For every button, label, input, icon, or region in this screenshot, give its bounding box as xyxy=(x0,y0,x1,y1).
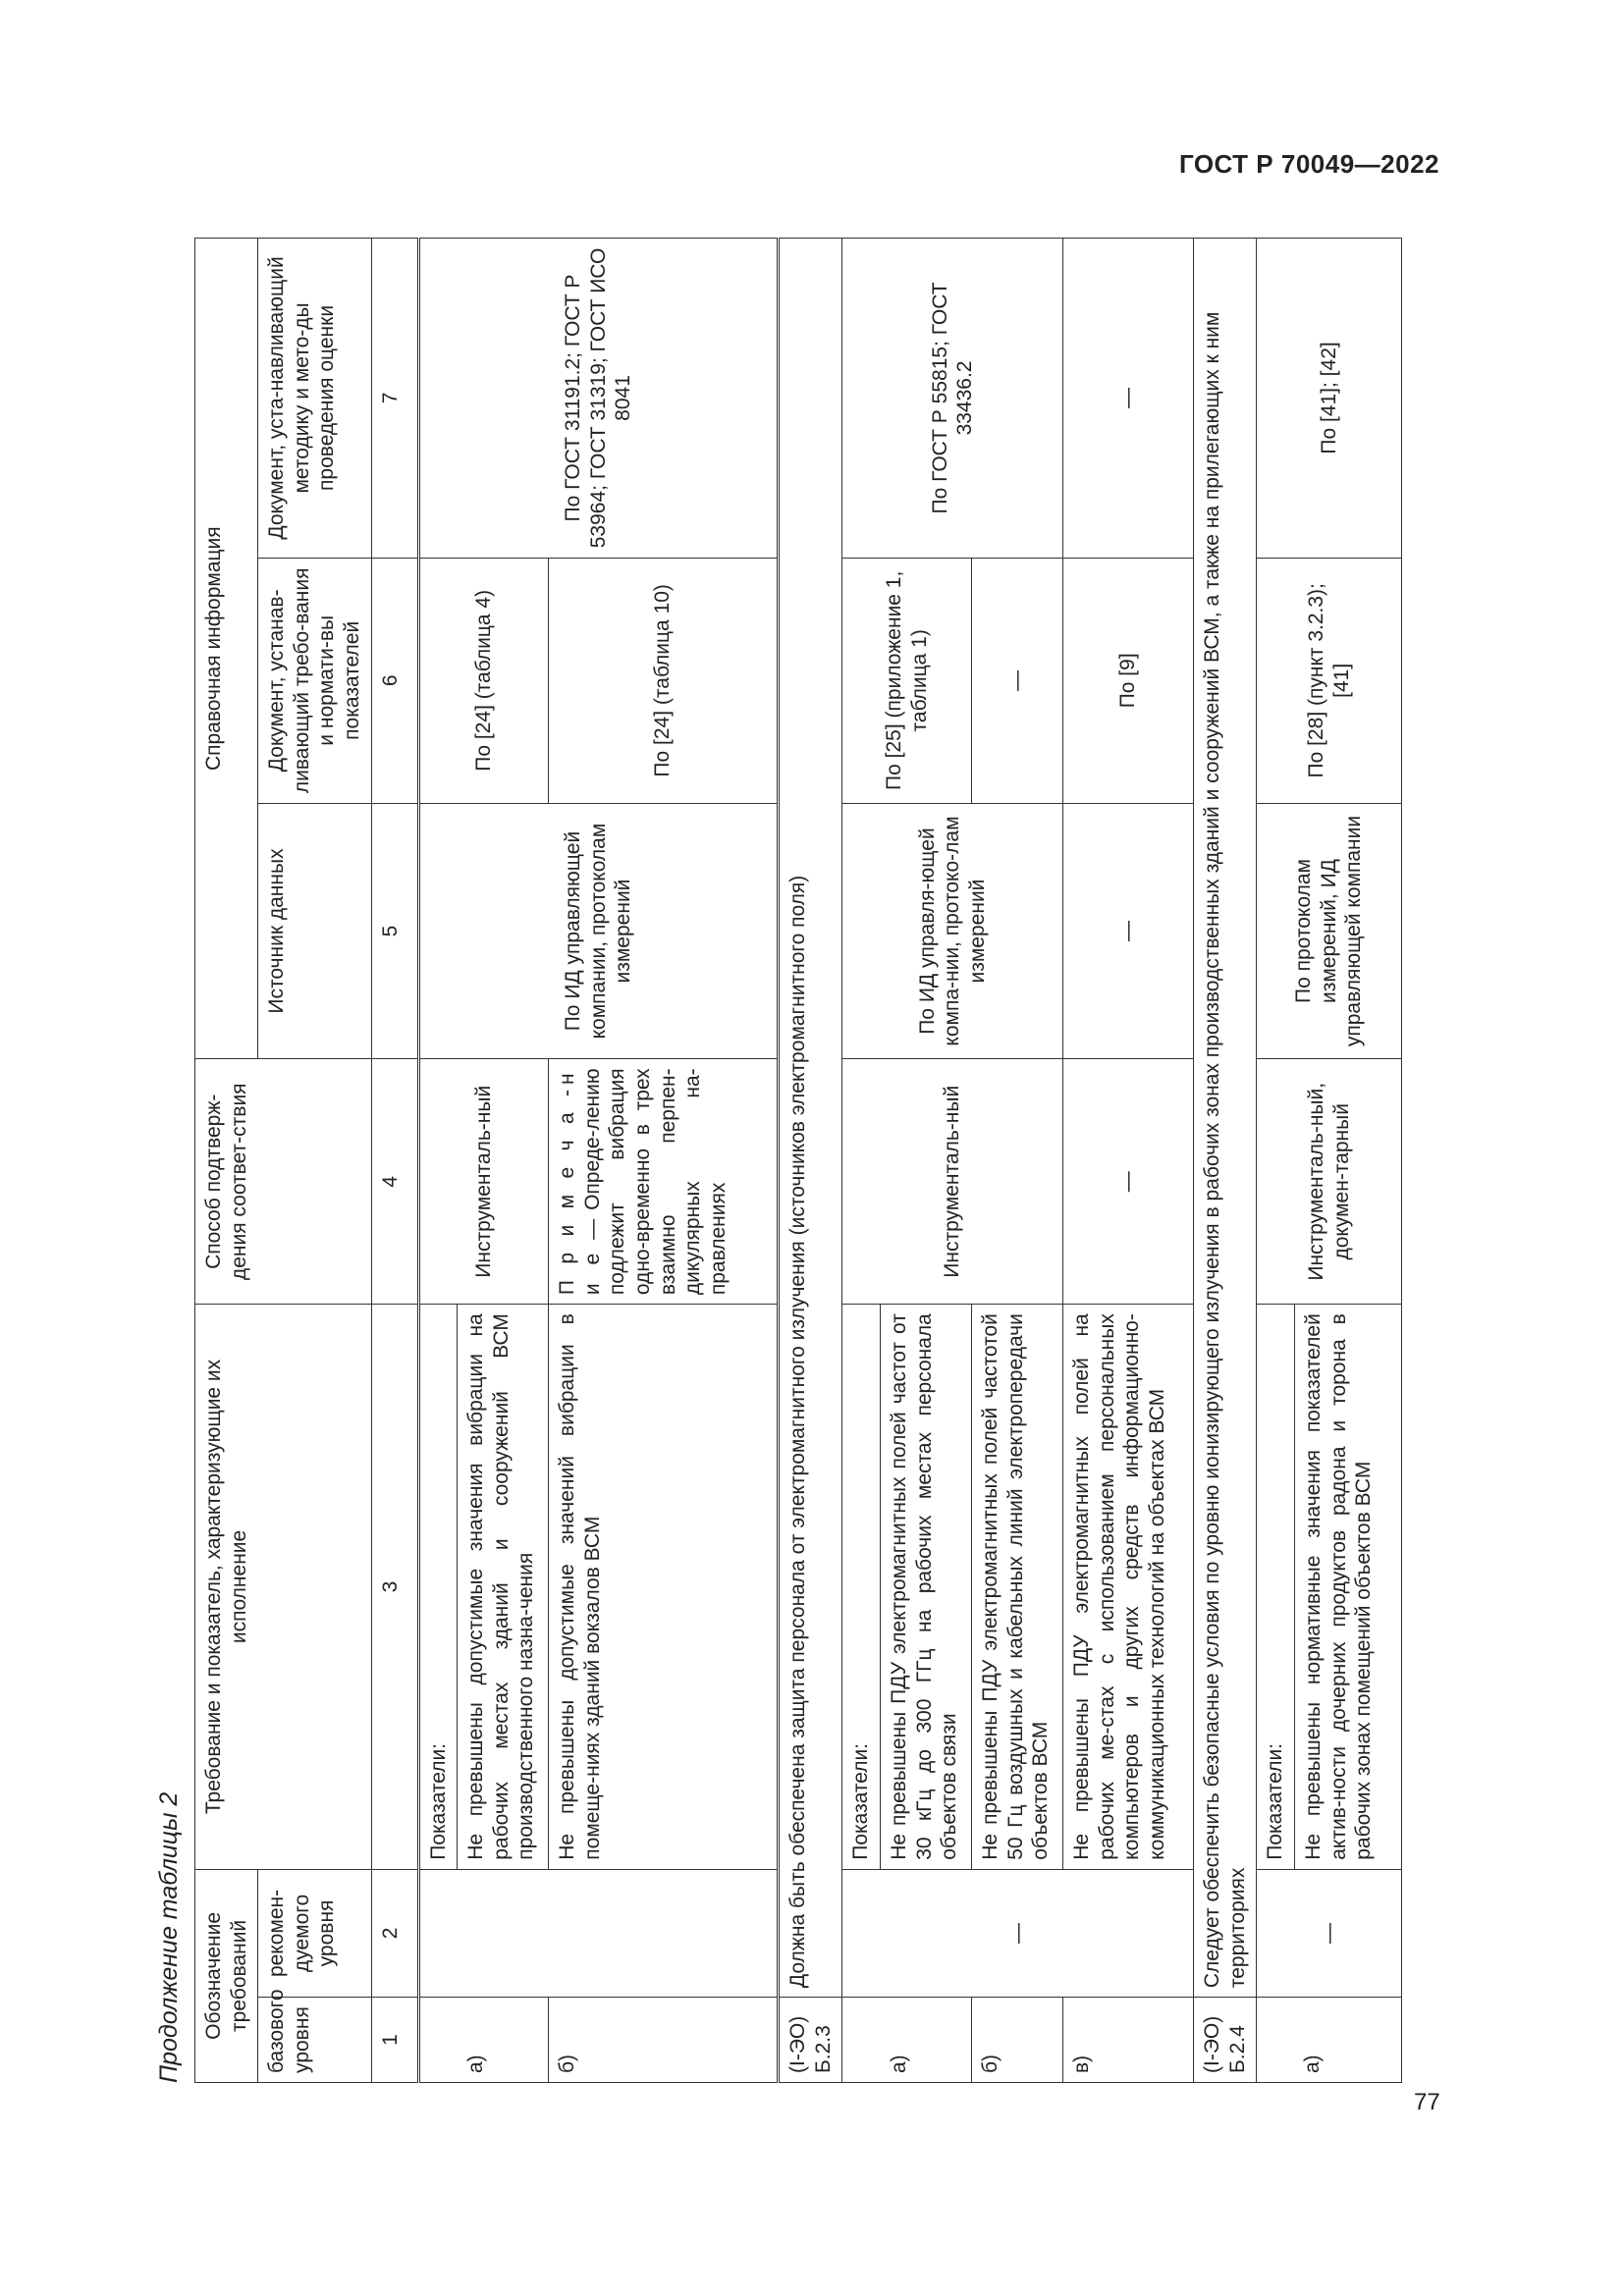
norm-doc-cell: По [25] (приложение 1, таблица 1) xyxy=(842,558,972,803)
column-number: 3 xyxy=(371,1305,418,1870)
source-header: Источник данных xyxy=(258,803,371,1059)
method-cell: Инструменталь-ный xyxy=(418,1059,549,1305)
requirement-text: Не превышены допустимые значений вибрации в помеще-ниях зданий вокзалов ВСМ xyxy=(549,1305,779,1870)
dash-cell: — xyxy=(842,1869,1194,1997)
row-label: а) xyxy=(1294,1998,1401,2083)
requirement-text: Не превышены ПДУ электромагнитных полей частотой 50 Гц воздушных и кабельных линий электропередачи объектов ВСМ xyxy=(972,1305,1063,1870)
requirement-text: Не превышены ПДУ электромагнитных полей частот от 30 кГц до 300 ГГц на рабочих местах персонала объектов связи xyxy=(881,1305,972,1870)
document-code: ГОСТ Р 70049—2022 xyxy=(1178,149,1439,179)
column-number-row xyxy=(371,239,418,2083)
requirement-code: (I-ЭО) Б.2.3 xyxy=(779,1998,842,2083)
requirement-code: (I-ЭО) Б.2.4 xyxy=(1194,1998,1257,2083)
source-cell: По протоколам измерений, ИД управляющей компании xyxy=(1257,803,1402,1059)
norm-doc-cell: По [28] (пункт 3.2.3); [41] xyxy=(1257,558,1402,803)
column-number: 4 xyxy=(371,1059,418,1305)
requirement-text: Не превышены нормативные значения показателей актив-ности дочерних продуктов радона и торона в рабочих зонах помещений объектов ВСМ xyxy=(1294,1305,1401,1870)
method-cell: Инструменталь-ный, докумен-тарный xyxy=(1257,1059,1402,1305)
column-number: 2 xyxy=(371,1869,418,1997)
requirements-table xyxy=(194,238,1402,2083)
requirement-header: Требование и показатель, характеризующие их исполнение xyxy=(195,1305,372,1870)
column-number: 1 xyxy=(371,1998,418,2083)
table-row xyxy=(1063,239,1194,2083)
table-row xyxy=(779,239,842,2083)
requirement-text: Не превышены ПДУ электромагнитных полей на рабочих ме-стах с использованием персональных компьютеров и других средств информационно-коммуникационных технологий на объектах ВСМ xyxy=(1063,1305,1194,1870)
table-row xyxy=(418,239,458,2083)
row-label: а) xyxy=(881,1998,972,2083)
base-level-header: базового уровня xyxy=(258,1998,371,2083)
row-label: б) xyxy=(549,1998,779,2083)
designation-header: Обозначение требований xyxy=(195,1869,258,2082)
column-number: 5 xyxy=(371,803,418,1059)
column-number: 6 xyxy=(371,558,418,803)
indicators-label: Показатели: xyxy=(842,1305,881,1870)
column-number: 7 xyxy=(371,239,418,559)
table-row xyxy=(1257,239,1295,2083)
norm-doc-header: Документ, устанав-ливающий требо-вания и нормати-вы показателей xyxy=(258,558,371,803)
method-header: Способ подтверж-дения соответ-ствия xyxy=(195,1059,372,1305)
source-cell: По ИД управляющей компании, протоколам измерений xyxy=(418,803,779,1059)
method-doc-cell: По ГОСТ Р 55815; ГОСТ 33436.2 xyxy=(842,239,1063,559)
table-header-row xyxy=(195,239,258,2083)
page-number: 77 xyxy=(1414,2089,1440,2115)
recommended-level-header: рекомен-дуемого уровня xyxy=(258,1869,371,1997)
rotated-table-page xyxy=(147,238,1434,2083)
norm-doc-cell: — xyxy=(972,558,1063,803)
note-text: — Опреде-лению подлежит вибрация одно-временно в трех взаимно перпен-дикулярных на-правлениях xyxy=(580,1068,730,1296)
method-cell: — xyxy=(1063,1059,1194,1305)
requirement-title: Следует обеспечить безопасные условия по уровню ионизирующего излучения в рабочих зонах производственных зданий и сооружений ВСМ, а также на прилегающих к ним территориях xyxy=(1194,239,1257,1998)
method-note xyxy=(549,1059,779,1305)
norm-doc-cell: По [24] (таблица 4) xyxy=(418,558,549,803)
method-doc-cell: — xyxy=(1063,239,1194,559)
dash-cell: — xyxy=(1257,1869,1402,1997)
method-doc-cell: По [41]; [42] xyxy=(1257,239,1402,559)
norm-doc-cell: По [24] (таблица 10) xyxy=(549,558,779,803)
source-cell: По ИД управля-ющей компа-нии, протоко-лам измерений xyxy=(842,803,1063,1059)
reference-info-header: Справочная информация xyxy=(195,239,258,1059)
method-doc-header: Документ, уста-навливающий методику и мето-ды проведения оценки xyxy=(258,239,371,559)
table-caption: Продолжение таблицы 2 xyxy=(155,1791,183,2083)
note-prefix: П р и м е ч а -н и е xyxy=(556,1068,604,1296)
method-doc-cell: По ГОСТ 31191.2; ГОСТ Р 53964; ГОСТ 31319; ГОСТ ИСО 8041 xyxy=(418,239,779,559)
table-row xyxy=(1194,239,1257,2083)
indicators-label: Показатели: xyxy=(418,1305,458,1870)
method-cell: Инструменталь-ный xyxy=(842,1059,1063,1305)
row-label: б) xyxy=(972,1998,1063,2083)
table-row xyxy=(842,239,881,2083)
requirement-text: Не превышены допустимые значения вибрации на рабочих местах зданий и сооружений ВСМ производственного назна-чения xyxy=(458,1305,549,1870)
source-cell: — xyxy=(1063,803,1194,1059)
norm-doc-cell: По [9] xyxy=(1063,558,1194,803)
row-label: в) xyxy=(1063,1998,1194,2083)
row-label: а) xyxy=(458,1998,549,2083)
requirement-title: Должна быть обеспечена защита персонала от электромагнитного излучения (источников электромагнитного поля) xyxy=(779,239,842,1998)
indicators-label: Показатели: xyxy=(1257,1305,1295,1870)
